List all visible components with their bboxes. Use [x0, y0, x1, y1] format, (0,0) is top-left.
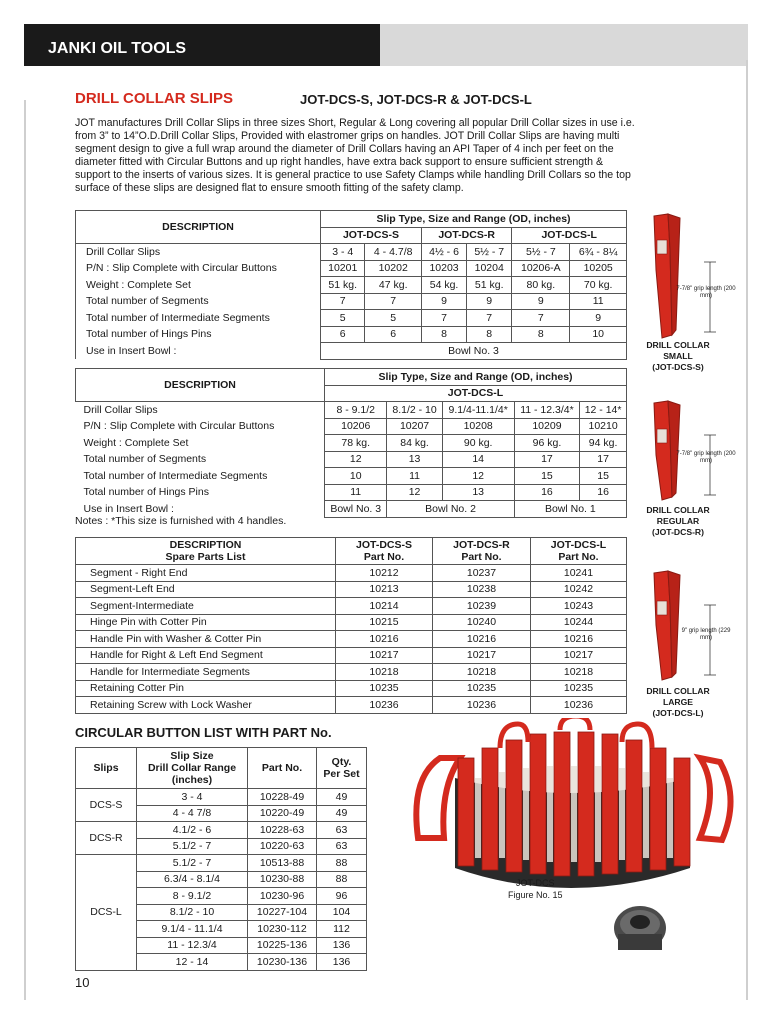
- qty-per-set: 112: [317, 921, 367, 938]
- col-model: JOT-DCS-R: [453, 539, 510, 551]
- table-row: [76, 277, 627, 294]
- part-number: 10243: [530, 598, 626, 615]
- cell-value: 17: [514, 451, 579, 468]
- col-sub: Part No.: [363, 551, 405, 563]
- slip-regular-illustration: [640, 395, 740, 505]
- part-number: 10217: [336, 647, 433, 664]
- table-row: [76, 631, 627, 648]
- caption-regular: [628, 505, 728, 538]
- table-row: [76, 855, 367, 872]
- col-sub: Part No.: [461, 551, 502, 563]
- cell-value: 16: [580, 484, 627, 501]
- caption-large: [628, 686, 728, 719]
- part-number: 10239: [433, 598, 531, 615]
- table-row: [76, 326, 627, 343]
- cell-value: 11: [570, 293, 627, 310]
- part-name: Retaining Screw with Lock Washer: [76, 697, 336, 714]
- caption-line: DRILL COLLAR: [646, 505, 710, 515]
- cell-value: 5: [365, 310, 422, 327]
- part-name: Handle Pin with Washer & Cotter Pin: [76, 631, 336, 648]
- slip-size: 3 - 4: [137, 789, 248, 806]
- caption-line: DRILL COLLAR: [646, 340, 710, 350]
- part-number: 10217: [530, 647, 626, 664]
- cell-value: 90 kg.: [442, 435, 514, 452]
- slip-size: 5.1/2 - 7: [137, 838, 248, 855]
- qty-per-set: 63: [317, 838, 367, 855]
- bowl-value: Bowl No. 2: [387, 501, 514, 518]
- cell-value: 80 kg.: [512, 277, 570, 294]
- page-number: 10: [75, 975, 90, 990]
- circular-title: CIRCULAR BUTTON LIST WITH PART No.: [75, 725, 332, 740]
- table-row: [76, 310, 627, 327]
- part-number: 10216: [530, 631, 626, 648]
- cell-value: 14: [442, 451, 514, 468]
- cell-value: 47 kg.: [365, 277, 422, 294]
- part-number: 10227-104: [248, 904, 317, 921]
- col-size: [137, 748, 248, 789]
- part-number: 10235: [433, 680, 531, 697]
- part-number: 10218: [336, 664, 433, 681]
- part-number: 10225-136: [248, 937, 317, 954]
- row-label: Drill Collar Slips: [83, 404, 158, 416]
- brand-title: JANKI OIL TOOLS: [48, 40, 187, 57]
- table-row: [76, 402, 627, 419]
- spare-parts-table: [75, 537, 627, 714]
- row-label: P/N : Slip Complete with Circular Buttons: [76, 260, 321, 277]
- part-number: 10235: [336, 680, 433, 697]
- caption-line: DRILL COLLAR: [646, 686, 710, 696]
- range-header: Slip Type, Size and Range (OD, inches): [325, 369, 627, 386]
- part-number: 10242: [530, 581, 626, 598]
- cell-value: 4½ - 6: [421, 244, 466, 261]
- caption-line: (JOT-DCS-S): [652, 362, 704, 372]
- part-number: 10513-88: [248, 855, 317, 872]
- bowl-label: Use in Insert Bowl :: [76, 343, 321, 360]
- cell-value: 51 kg.: [321, 277, 365, 294]
- cell-value: 10207: [387, 418, 442, 435]
- row-label: Total number of Hings Pins: [76, 326, 321, 343]
- part-number: 10237: [433, 565, 531, 582]
- cell-value: 7: [321, 293, 365, 310]
- col-header: [336, 538, 433, 565]
- part-number: 10240: [433, 614, 531, 631]
- table-row: [76, 435, 627, 452]
- cell-value: 9: [570, 310, 627, 327]
- cell-value: 5½ - 7: [512, 244, 570, 261]
- row-label: P/N : Slip Complete with Circular Buttons: [83, 420, 275, 433]
- cell-value: 10208: [442, 418, 514, 435]
- slip-size: 12 - 14: [137, 954, 248, 971]
- qty-per-set: 136: [317, 954, 367, 971]
- slip-group: DCS-L: [76, 855, 137, 971]
- cell-value: 5: [321, 310, 365, 327]
- col-qty: [317, 748, 367, 789]
- slip-group: DCS-R: [76, 822, 137, 855]
- table-notes: Notes : *This size is furnished with 4 handles.: [75, 515, 287, 527]
- slip-size: 8.1/2 - 10: [137, 904, 248, 921]
- figure-line: JOT-DCS: [516, 878, 555, 888]
- part-number: 10230-136: [248, 954, 317, 971]
- row-label: Total number of Segments: [83, 453, 207, 466]
- part-number: 10216: [336, 631, 433, 648]
- cell-value: 10202: [365, 260, 422, 277]
- part-number: 10217: [433, 647, 531, 664]
- desc-header: DESCRIPTION: [76, 369, 325, 402]
- cell-value: 17: [580, 451, 627, 468]
- table-row: [76, 697, 627, 714]
- part-name: Retaining Cotter Pin: [76, 680, 336, 697]
- slip-size: 6.3/4 - 8.1/4: [137, 871, 248, 888]
- slip-size: 4.1/2 - 6: [137, 822, 248, 839]
- cell-value: 11: [325, 484, 387, 501]
- bowl-value: Bowl No. 1: [514, 501, 626, 518]
- caption-line: REGULAR: [656, 516, 700, 526]
- cell-value: 12: [325, 451, 387, 468]
- cell-value: 13: [442, 484, 514, 501]
- cell-value: 8 - 9.1/2: [325, 402, 387, 419]
- cell-value: 7: [512, 310, 570, 327]
- slip-size: 8 - 9.1/2: [137, 888, 248, 905]
- cell-value: 11 - 12.3/4*: [514, 402, 579, 419]
- caption-line: (JOT-DCS-R): [651, 527, 705, 537]
- row-label: Total number of Hings Pins: [83, 486, 209, 499]
- part-number: 10236: [530, 697, 626, 714]
- cell-value: 8: [467, 326, 512, 343]
- bowl-label: Use in Insert Bowl :: [83, 502, 174, 515]
- cell-value: 10205: [570, 260, 627, 277]
- bowl-value: Bowl No. 3: [321, 343, 627, 360]
- caption-line: SMALL: [663, 351, 693, 361]
- part-number: 10236: [433, 697, 531, 714]
- grip-length-regular: 7-7/8" grip length (200 mm): [676, 451, 736, 464]
- cell-value: 13: [387, 451, 442, 468]
- table-row: [76, 664, 627, 681]
- figure-caption: [508, 877, 563, 901]
- part-number: 10241: [530, 565, 626, 582]
- qty-per-set: 88: [317, 871, 367, 888]
- table-row: [76, 293, 627, 310]
- slip-spec-table-l: [75, 368, 627, 518]
- caption-small: [628, 340, 728, 373]
- section-title: DRILL COLLAR SLIPS: [75, 90, 234, 107]
- caption-line: LARGE: [662, 697, 694, 707]
- section-models: JOT-DCS-S, JOT-DCS-R & JOT-DCS-L: [300, 92, 532, 107]
- cell-value: 8.1/2 - 10: [387, 402, 442, 419]
- table-row: [76, 680, 627, 697]
- col-header: [433, 538, 531, 565]
- cell-value: 10206: [325, 418, 387, 435]
- row-label: Total number of Intermediate Segments: [76, 310, 321, 327]
- qty-per-set: 96: [317, 888, 367, 905]
- table-row: [76, 418, 627, 435]
- cell-value: 78 kg.: [325, 435, 387, 452]
- table-row: [76, 614, 627, 631]
- grip-length-large: 9" grip length (229 mm): [681, 628, 731, 641]
- qty-per-set: 136: [317, 937, 367, 954]
- range-header: Slip Type, Size and Range (OD, inches): [321, 211, 627, 228]
- group-header: JOT-DCS-L: [325, 385, 627, 402]
- group-header: JOT-DCS-R: [421, 227, 511, 244]
- row-label: Drill Collar Slips: [76, 244, 321, 261]
- bowl-value: Bowl No. 3: [325, 501, 387, 518]
- qty-per-set: 49: [317, 789, 367, 806]
- part-number: 10214: [336, 598, 433, 615]
- slip-group: DCS-S: [76, 789, 137, 822]
- col-model: JOT-DCS-L: [550, 539, 607, 551]
- size-header-2: Drill Collar Range: [147, 762, 237, 774]
- part-number: 10218: [530, 664, 626, 681]
- spare-desc-header: [76, 538, 336, 565]
- part-number: 10218: [433, 664, 531, 681]
- row-label: Weight : Complete Set: [83, 436, 189, 449]
- table-row: [76, 468, 627, 485]
- cell-value: 7: [365, 293, 422, 310]
- cell-value: 15: [580, 468, 627, 485]
- slip-size: 11 - 12.3/4: [137, 937, 248, 954]
- size-header-3: (inches): [171, 774, 213, 786]
- desc-header: DESCRIPTION: [169, 539, 242, 551]
- col-model: JOT-DCS-S: [355, 539, 412, 551]
- row-label: Weight : Complete Set: [76, 277, 321, 294]
- caption-line: (JOT-DCS-L): [652, 708, 704, 718]
- part-number: 10228-49: [248, 789, 317, 806]
- intro-paragraph: JOT manufactures Drill Collar Slips in three sizes Short, Regular & Long covering all popular Drill Collar sizes in use i.e. from 3” to 14”O.D.Drill Collar Slips, Provided with elastromer grips on handles. JOT Drill Collar Slips are having multi segment design to give a full wrap around the diameter of Drill Collars having an API Taper of 4 inch per feet on the diameter fitted with Circular Buttons and up right handles, have extra back support to ensure sufficient strength & support to the inserts of various sizes. It is general practice to use Safety Clamps while handling Drill Collars so the top surface of these slips are designed flat to ensure smooth fitting of the safety clamp.: [75, 117, 635, 194]
- group-header: JOT-DCS-L: [512, 227, 627, 244]
- part-number: 10238: [433, 581, 531, 598]
- slip-size: 4 - 4 7/8: [137, 805, 248, 822]
- part-number: 10244: [530, 614, 626, 631]
- col-header: [530, 538, 626, 565]
- cell-value: 10210: [580, 418, 627, 435]
- part-number: 10236: [336, 697, 433, 714]
- cell-value: 10: [570, 326, 627, 343]
- col-sub: Part No.: [558, 551, 599, 563]
- table-row: [76, 260, 627, 277]
- part-name: Segment-Intermediate: [76, 598, 336, 615]
- col-part: Part No.: [248, 748, 317, 789]
- cell-value: 4 - 4.7/8: [365, 244, 422, 261]
- cell-value: 6: [321, 326, 365, 343]
- col-slips: Slips: [76, 748, 137, 789]
- size-header-1: Slip Size: [170, 750, 214, 762]
- table-row: [76, 484, 627, 501]
- cell-value: 12: [387, 484, 442, 501]
- part-number: 10220-63: [248, 838, 317, 855]
- cell-value: 10201: [321, 260, 365, 277]
- cell-value: 12 - 14*: [580, 402, 627, 419]
- qty-per-set: 49: [317, 805, 367, 822]
- part-number: 10230-88: [248, 871, 317, 888]
- table-row: [76, 565, 627, 582]
- desc-subheader: Spare Parts List: [165, 551, 246, 563]
- part-number: 10235: [530, 680, 626, 697]
- table-row: [76, 451, 627, 468]
- cell-value: 16: [514, 484, 579, 501]
- grip-length-small: 7-7/8" grip length (200 mm): [676, 286, 736, 299]
- cell-value: 12: [442, 468, 514, 485]
- table-row: [76, 598, 627, 615]
- part-name: Segment-Left End: [76, 581, 336, 598]
- qty-header-1: Qty.: [331, 756, 352, 768]
- cell-value: 7: [467, 310, 512, 327]
- cell-value: 96 kg.: [514, 435, 579, 452]
- cell-value: 9.1/4-11.1/4*: [442, 402, 514, 419]
- cell-value: 15: [514, 468, 579, 485]
- cell-value: 3 - 4: [321, 244, 365, 261]
- cell-value: 84 kg.: [387, 435, 442, 452]
- right-margin-rule: [746, 60, 748, 1000]
- circular-button-table: [75, 747, 367, 971]
- cell-value: 9: [512, 293, 570, 310]
- cell-value: 10203: [421, 260, 466, 277]
- cell-value: 9: [421, 293, 466, 310]
- row-label: Total number of Intermediate Segments: [83, 469, 268, 482]
- cell-value: 5½ - 7: [467, 244, 512, 261]
- row-label: Total number of Segments: [76, 293, 321, 310]
- part-name: Handle for Right & Left End Segment: [76, 647, 336, 664]
- qty-per-set: 88: [317, 855, 367, 872]
- cell-value: 9: [467, 293, 512, 310]
- cell-value: 10204: [467, 260, 512, 277]
- cell-value: 8: [512, 326, 570, 343]
- part-number: 10213: [336, 581, 433, 598]
- qty-per-set: 63: [317, 822, 367, 839]
- part-name: Handle for Intermediate Segments: [76, 664, 336, 681]
- group-header: JOT-DCS-S: [321, 227, 422, 244]
- cell-value: 94 kg.: [580, 435, 627, 452]
- cell-value: 10206-A: [512, 260, 570, 277]
- cell-value: 6: [365, 326, 422, 343]
- drill-collar-slip-photo: [400, 718, 740, 898]
- cell-value: 51 kg.: [467, 277, 512, 294]
- table-row: [76, 647, 627, 664]
- part-name: Hinge Pin with Cotter Pin: [76, 614, 336, 631]
- part-name: Segment - Right End: [76, 565, 336, 582]
- part-number: 10220-49: [248, 805, 317, 822]
- table-row: [76, 581, 627, 598]
- table-row: [76, 789, 367, 806]
- slip-size: 9.1/4 - 11.1/4: [137, 921, 248, 938]
- part-number: 10215: [336, 614, 433, 631]
- part-number: 10228-63: [248, 822, 317, 839]
- part-number: 10216: [433, 631, 531, 648]
- cell-value: 70 kg.: [570, 277, 627, 294]
- cell-value: 11: [387, 468, 442, 485]
- cell-value: 6¾ - 8¼: [570, 244, 627, 261]
- slip-large-illustration: [640, 565, 740, 685]
- qty-header-2: Per Set: [323, 768, 360, 780]
- figure-line: Figure No. 15: [508, 890, 563, 900]
- insert-bowl-photo: [610, 900, 670, 962]
- table-row: [76, 244, 627, 261]
- table-row: [76, 822, 367, 839]
- left-margin-rule: [24, 100, 26, 1000]
- slip-small-illustration: [640, 210, 740, 340]
- slip-size: 5.1/2 - 7: [137, 855, 248, 872]
- part-number: 10230-112: [248, 921, 317, 938]
- slip-spec-table-sr: [75, 210, 627, 360]
- cell-value: 8: [421, 326, 466, 343]
- part-number: 10212: [336, 565, 433, 582]
- cell-value: 7: [421, 310, 466, 327]
- cell-value: 10209: [514, 418, 579, 435]
- part-number: 10230-96: [248, 888, 317, 905]
- desc-header: DESCRIPTION: [76, 211, 321, 244]
- cell-value: 54 kg.: [421, 277, 466, 294]
- cell-value: 10: [325, 468, 387, 485]
- qty-per-set: 104: [317, 904, 367, 921]
